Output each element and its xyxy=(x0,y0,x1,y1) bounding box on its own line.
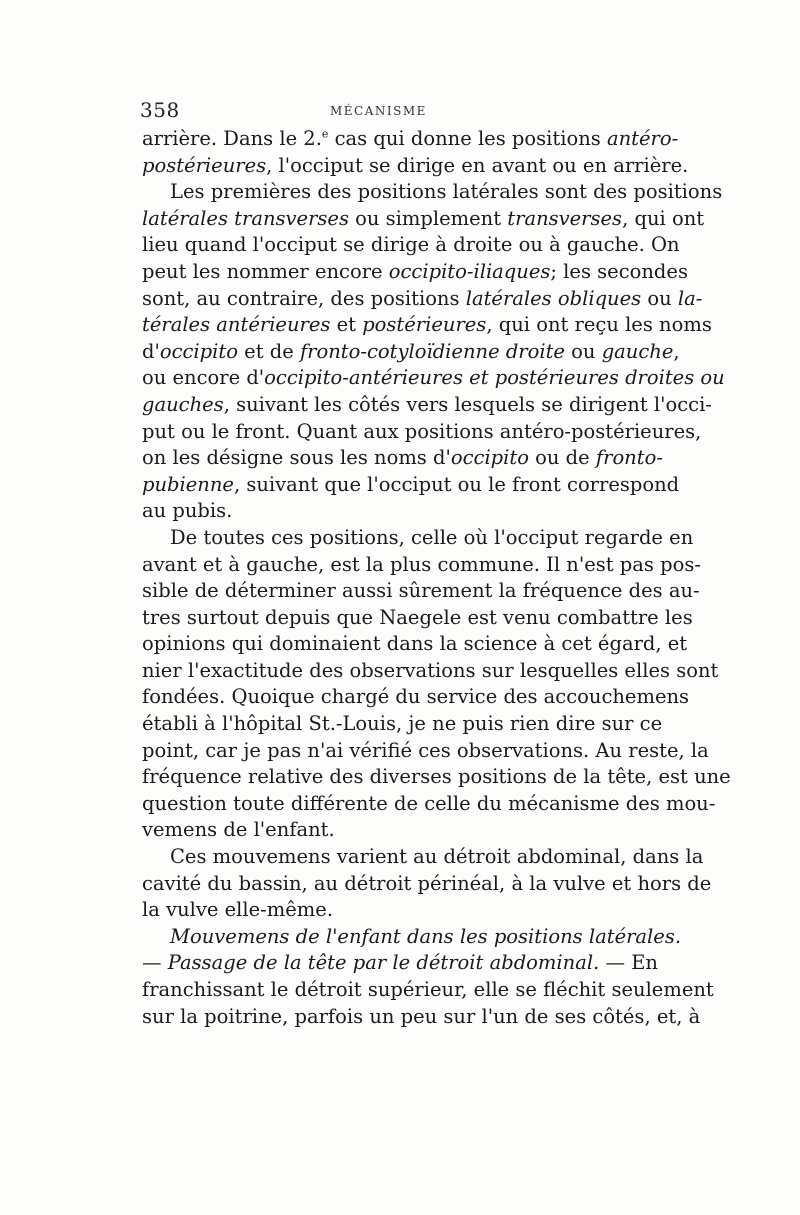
subsection-heading: Passage de la tête par le détroit abdominal. xyxy=(167,951,600,975)
text-line xyxy=(142,658,719,685)
superscript: e xyxy=(321,127,329,141)
text-run: , suivant que l'occiput ou le front correspond xyxy=(233,472,680,496)
text-run: arrière. Dans le 2. xyxy=(142,127,322,150)
italic-term: gauches xyxy=(142,392,224,416)
text-run: franchissant le détroit supérieur, elle se fléchit seulement xyxy=(142,978,714,1001)
text-run: , suivant les côtés vers lesquels se dirigent l'occi- xyxy=(223,392,712,416)
text-run: sont, au contraire, des positions xyxy=(142,286,466,310)
running-title: MÉCANISME xyxy=(330,104,427,118)
body-text xyxy=(142,126,731,1030)
text-line xyxy=(142,791,716,818)
text-run: et de xyxy=(237,339,300,363)
section-heading: Mouvemens de l'enfant dans les positions latérales. xyxy=(170,924,682,948)
text-run: la vulve elle-même. xyxy=(142,898,334,922)
text-line xyxy=(142,711,663,738)
text-line xyxy=(142,365,725,392)
text-line xyxy=(142,764,731,791)
text-line xyxy=(142,578,700,605)
text-run: De toutes ces positions, celle où l'occiput regarde en xyxy=(170,525,694,549)
text-run: Ces mouvemens varient au détroit abdominal, dans la xyxy=(170,845,704,869)
text-run: nier l'exactitude des observations sur lesquelles elles sont xyxy=(142,658,719,682)
text-run: — xyxy=(142,951,168,975)
text-run: d' xyxy=(246,366,265,390)
italic-term: la- xyxy=(677,286,703,310)
text-line xyxy=(142,392,712,419)
italic-term: latérales transverses xyxy=(142,206,349,230)
text-line xyxy=(142,977,714,1004)
text-run: vemens de l'enfant. xyxy=(142,818,335,842)
text-run: cas qui donne les positions xyxy=(328,127,607,150)
italic-term: latérales obliques xyxy=(465,286,642,310)
text-line xyxy=(142,871,712,898)
text-run: , qui ont reçu les noms xyxy=(486,313,712,337)
text-line xyxy=(142,498,658,525)
text-run: , l'occiput se dirige en avant ou en arrière. xyxy=(266,153,689,177)
italic-term: antéro- xyxy=(606,127,679,150)
italic-term: occipito xyxy=(159,339,238,363)
text-run: ou simplement xyxy=(348,206,508,230)
text-line xyxy=(142,817,658,844)
text-line xyxy=(142,179,723,206)
italic-term: fronto-cotyloïdienne droite xyxy=(299,339,565,363)
text-run: ou de xyxy=(528,446,596,470)
text-run: opinions qui dominaient dans la science à cet égard, et xyxy=(142,632,688,656)
italic-term: térales antérieures xyxy=(142,313,331,337)
italic-term: occipito-antérieures et postérieures droites ou xyxy=(264,366,725,390)
italic-term: occipito xyxy=(450,446,529,470)
page-number: 358 xyxy=(140,98,180,122)
text-run: put ou le front. Quant aux positions antéro-postérieures, xyxy=(142,419,702,443)
text-run: fondées. Quoique chargé du service des accouchemens xyxy=(142,685,690,709)
text-run: point, car je pas n'ai vérifié ces observations. Au reste, la xyxy=(142,738,709,762)
text-run: peut les nommer encore xyxy=(142,259,389,283)
italic-term: transverses xyxy=(507,206,623,230)
text-line xyxy=(142,525,694,552)
text-line xyxy=(142,684,690,711)
text-run: et xyxy=(330,313,363,337)
text-run: ou xyxy=(641,286,678,310)
text-line xyxy=(142,472,680,499)
text-run: avant et à gauche, est la plus commune. Il n'est pas pos- xyxy=(142,552,701,576)
text-line xyxy=(142,950,658,977)
text-run: au pubis. xyxy=(142,499,233,523)
text-line xyxy=(142,312,712,339)
text-line xyxy=(142,153,689,180)
text-line xyxy=(142,552,701,579)
text-line xyxy=(142,631,688,658)
text-line xyxy=(142,339,680,366)
text-line xyxy=(142,232,680,259)
italic-term: occipito-iliaques xyxy=(388,259,551,283)
text-run: sur la poitrine, parfois un peu sur l'un de ses côtés, et, à xyxy=(142,1004,701,1028)
section-heading-line xyxy=(142,924,682,951)
text-run: lieu quand l'occiput se dirige à droite ou à gauche. On xyxy=(142,233,680,257)
text-line xyxy=(142,445,663,472)
text-run: ; les secondes xyxy=(550,259,688,283)
page-header xyxy=(140,98,660,128)
text-line xyxy=(142,206,705,233)
text-run: ou xyxy=(564,339,602,363)
text-line xyxy=(142,419,702,446)
text-run: ou encore xyxy=(142,366,247,390)
italic-term: fronto- xyxy=(595,446,663,470)
text-run: établi à l'hôpital St.-Louis, je ne puis rien dire sur ce xyxy=(142,712,663,736)
text-run: on les désigne sous les noms d' xyxy=(142,446,451,470)
text-run: , qui ont xyxy=(622,206,705,230)
italic-term: postérieures xyxy=(362,313,487,337)
text-line xyxy=(142,126,679,153)
text-run: fréquence relative des diverses positions de la tête, est une xyxy=(142,765,731,789)
text-run: Les premières des positions latérales sont des positions xyxy=(170,180,723,204)
text-line xyxy=(142,1004,701,1031)
text-line xyxy=(142,844,704,871)
text-run: tres surtout depuis que Naegele est venu combattre les xyxy=(142,605,693,629)
text-run: cavité du bassin, au détroit périnéal, à la vulve et hors de xyxy=(142,871,712,895)
text-run: sible de déterminer aussi sûrement la fréquence des au- xyxy=(142,579,700,603)
text-line xyxy=(142,897,658,924)
text-line xyxy=(142,738,709,765)
italic-term: gauche xyxy=(601,339,674,363)
text-line xyxy=(142,605,693,632)
italic-term: postérieures xyxy=(142,153,267,177)
text-run: , xyxy=(673,339,680,363)
text-run: — En xyxy=(599,951,658,975)
italic-term: pubienne xyxy=(142,472,234,496)
text-run: d' xyxy=(142,339,160,363)
text-run: question toute différente de celle du mécanisme des mou- xyxy=(142,791,716,815)
text-line xyxy=(142,259,688,286)
text-line xyxy=(142,286,703,313)
